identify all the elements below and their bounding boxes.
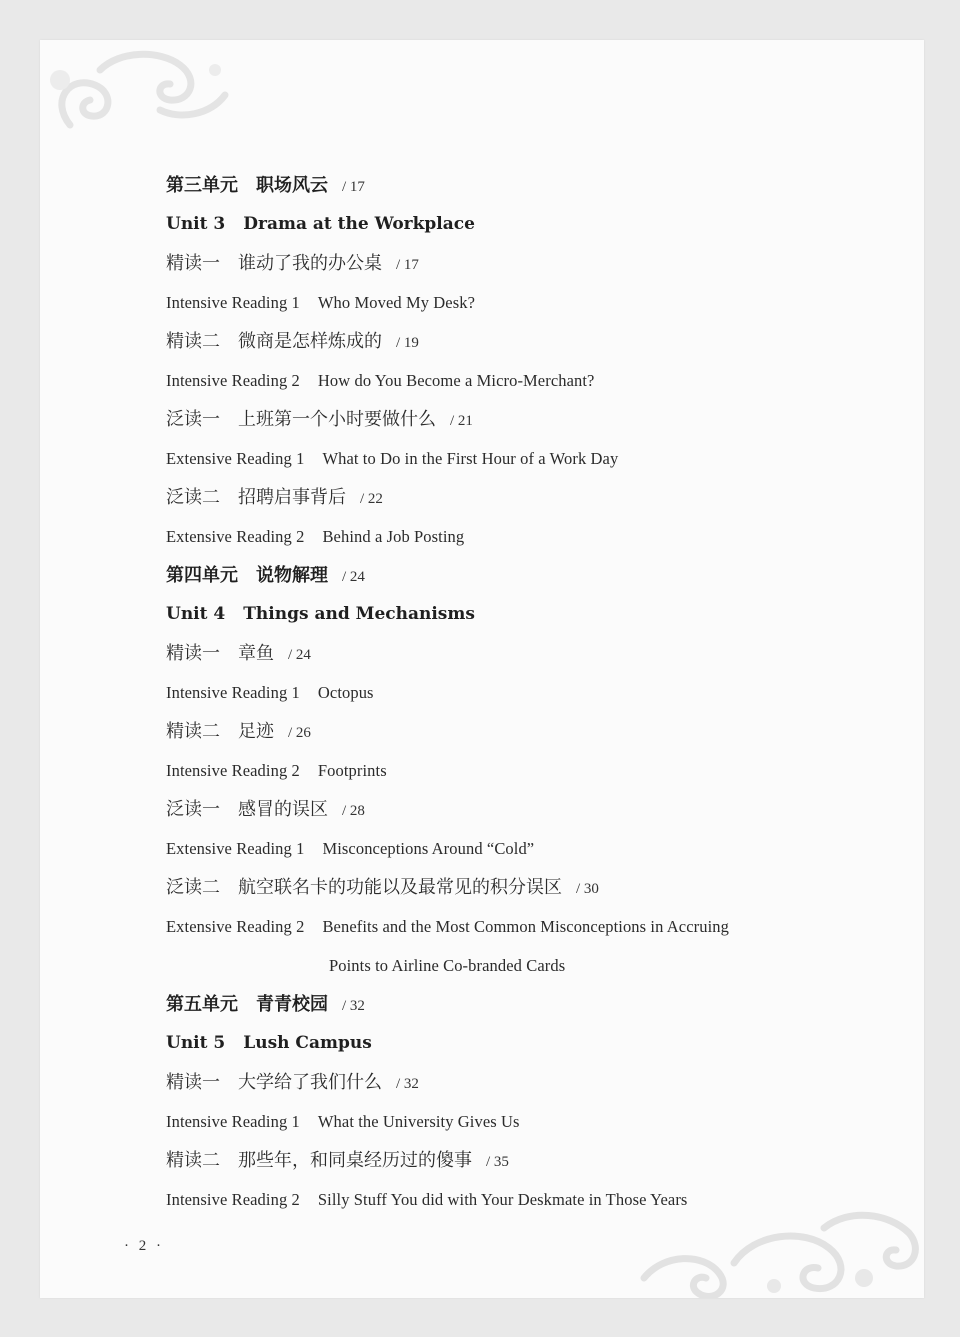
page-ref: / 24 (288, 647, 311, 663)
reading-title: 章鱼 (238, 643, 274, 663)
page-ref: / 32 (396, 1076, 419, 1092)
reading-label: Intensive Reading 2 (166, 1190, 300, 1209)
page-ref: / 17 (342, 179, 365, 195)
toc-entry[interactable] (166, 1063, 846, 1102)
toc-entry[interactable] (166, 751, 846, 790)
page-ref: / 32 (342, 998, 365, 1014)
reading-label: 精读二 (166, 1150, 220, 1170)
page-number: · 2 · (124, 1238, 164, 1254)
unit-title: 职场风云 (256, 175, 328, 195)
reading-label: 精读二 (166, 721, 220, 741)
reading-label: Extensive Reading 1 (166, 449, 305, 468)
reading-title: Octopus (317, 683, 374, 702)
toc-entry[interactable] (166, 829, 846, 868)
reading-title: 微商是怎样炼成的 (238, 331, 382, 351)
toc-entry[interactable] (166, 1141, 846, 1180)
unit-label: 第五单元 (166, 994, 238, 1014)
page-ref: / 26 (288, 725, 311, 741)
table-of-contents (166, 166, 846, 1219)
unit-title: Lush Campus (243, 1033, 372, 1053)
page-ref: / 35 (486, 1154, 509, 1170)
page-ref: / 22 (360, 491, 383, 507)
reading-label: Extensive Reading 1 (166, 839, 305, 858)
reading-label: 精读一 (166, 643, 220, 663)
unit-5-heading-en[interactable] (166, 1024, 846, 1063)
reading-title: 那些年，和同桌经历过的傻事 (238, 1150, 472, 1170)
reading-title: Footprints (317, 761, 387, 780)
unit-title: Drama at the Workplace (243, 214, 475, 234)
reading-label: Extensive Reading 2 (166, 917, 305, 936)
toc-entry[interactable] (166, 712, 846, 751)
toc-entry[interactable] (166, 907, 846, 946)
reading-label: 泛读一 (166, 409, 220, 429)
unit-title: Things and Mechanisms (243, 604, 475, 624)
unit-label: 第三单元 (166, 175, 238, 195)
reading-label: 精读一 (166, 1072, 220, 1092)
cloud-ornament-bottom-right (624, 1208, 924, 1298)
toc-entry[interactable] (166, 1180, 846, 1219)
unit-3-heading-cn[interactable] (166, 166, 846, 205)
unit-label: Unit 3 (166, 214, 226, 234)
reading-title: 感冒的误区 (238, 799, 328, 819)
unit-3-heading-en[interactable] (166, 205, 846, 244)
toc-entry[interactable] (166, 322, 846, 361)
reading-title: Misconceptions Around “Cold” (322, 839, 535, 858)
page-ref: / 28 (342, 803, 365, 819)
reading-title: Behind a Job Posting (322, 527, 465, 546)
reading-label: Intensive Reading 2 (166, 371, 300, 390)
reading-label: Intensive Reading 2 (166, 761, 300, 780)
reading-label: 精读二 (166, 331, 220, 351)
reading-label: 泛读二 (166, 487, 220, 507)
reading-title: Benefits and the Most Common Misconceptions in Accruing (322, 917, 729, 936)
toc-entry[interactable] (166, 478, 846, 517)
reading-title: Who Moved My Desk? (317, 293, 476, 312)
toc-entry[interactable] (166, 283, 846, 322)
unit-4-heading-en[interactable] (166, 595, 846, 634)
reading-title: How do You Become a Micro-Merchant? (317, 371, 595, 390)
toc-entry[interactable] (166, 244, 846, 283)
reading-title: 上班第一个小时要做什么 (238, 409, 436, 429)
page-ref: / 17 (396, 257, 419, 273)
reading-title: What to Do in the First Hour of a Work Day (322, 449, 619, 468)
toc-entry[interactable] (166, 868, 846, 907)
page-ref: / 30 (576, 881, 599, 897)
toc-entry[interactable] (166, 400, 846, 439)
unit-title: 说物解理 (256, 565, 328, 585)
page-ref: / 24 (342, 569, 365, 585)
cloud-ornament-top-left (40, 40, 230, 130)
unit-5-heading-cn[interactable] (166, 985, 846, 1024)
toc-entry[interactable] (166, 439, 846, 478)
reading-label: Intensive Reading 1 (166, 1112, 300, 1131)
reading-title: 足迹 (238, 721, 274, 741)
reading-title: Silly Stuff You did with Your Deskmate in Those Years (317, 1190, 688, 1209)
toc-entry[interactable] (166, 634, 846, 673)
reading-label: Intensive Reading 1 (166, 683, 300, 702)
toc-entry[interactable] (166, 673, 846, 712)
reading-label: 泛读二 (166, 877, 220, 897)
reading-label: 泛读一 (166, 799, 220, 819)
toc-entry[interactable] (166, 517, 846, 556)
unit-label: Unit 5 (166, 1033, 226, 1053)
unit-title: 青青校园 (256, 994, 328, 1014)
reading-title: 谁动了我的办公桌 (238, 253, 382, 273)
reading-label: 精读一 (166, 253, 220, 273)
reading-title: Points to Airline Co-branded Cards (329, 956, 566, 975)
reading-label: Intensive Reading 1 (166, 293, 300, 312)
toc-entry-continuation[interactable] (166, 946, 846, 985)
reading-title: What the University Gives Us (317, 1112, 520, 1131)
reading-title: 大学给了我们什么 (238, 1072, 382, 1092)
page-ref: / 21 (450, 413, 473, 429)
reading-label: Extensive Reading 2 (166, 527, 305, 546)
unit-label: Unit 4 (166, 604, 226, 624)
page-ref: / 19 (396, 335, 419, 351)
reading-title: 航空联名卡的功能以及最常见的积分误区 (238, 877, 562, 897)
unit-4-heading-cn[interactable] (166, 556, 846, 595)
toc-entry[interactable] (166, 790, 846, 829)
toc-entry[interactable] (166, 1102, 846, 1141)
toc-entry[interactable] (166, 361, 846, 400)
reading-title: 招聘启事背后 (238, 487, 346, 507)
unit-label: 第四单元 (166, 565, 238, 585)
